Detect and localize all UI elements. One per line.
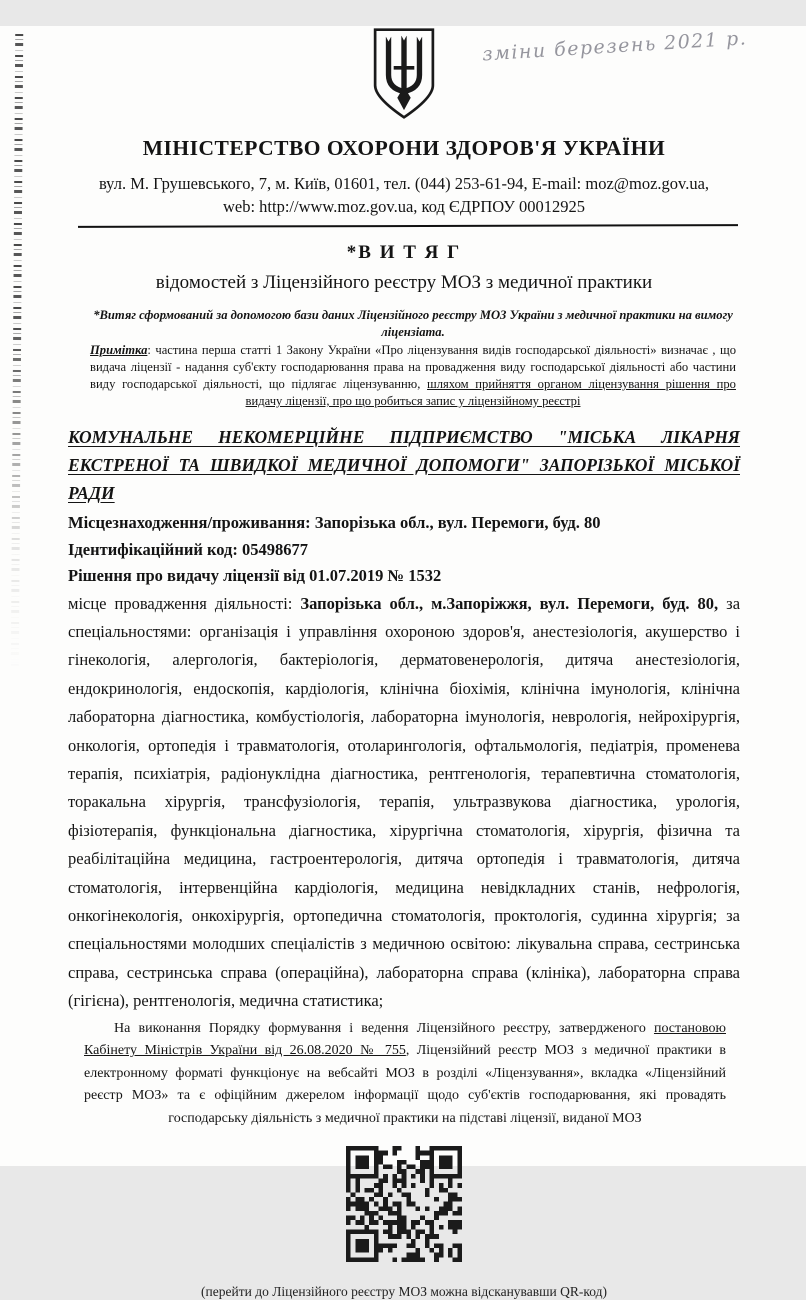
license-decision-line: Рішення про видачу ліцензії від 01.07.2019 № 1532 [68,566,442,585]
activity-paragraph [68,590,740,1016]
footnote-body [90,342,736,410]
header-divider [78,224,738,228]
registry-text-2: , Ліцензійний реєстр МОЗ з медичної практики в електронному форматі функціонує на вебсайті МОЗ в розділі «Ліцензування», вкладка «Ліцензійний реєстр МОЗ» та є офіційним джерелом інформації щодо суб'єктів господарювання, які провадять господарську діяльність з медичної практики на підставі ліцензії, виданої МОЗ [84,1043,726,1126]
registry-resolution-reference: постановою Кабінету Міністрів України від 26.08.2020 № 755 [84,1020,726,1059]
footnote-block [90,307,736,410]
footnote-underlined-text: шляхом прийняття органом ліцензування рішення про видачу ліцензії, про що робиться запис у ліцензійному реєстрі [245,377,736,408]
footnote-source-line: *Витяг сформований за допомогою бази даних Ліцензійного реєстру МОЗ України з медичної практики на вимогу ліцензіата. [93,308,733,339]
extract-title: *В И Т Я Г [346,242,462,263]
qr-code-container [68,1146,740,1267]
ministry-address [68,172,740,218]
ukraine-trident-icon [371,26,437,122]
qr-code [346,1146,462,1262]
address-line-1: вул. М. Грушевського, 7, м. Київ, 01601, тел. (044) 253-61-94, E-mail: moz@moz.gov.ua, [98,174,710,193]
registry-text-1: На виконання Порядку формування і ведення Ліцензійного реєстру, затвердженого [114,1020,654,1036]
ministry-title: МІНІСТЕРСТВО ОХОРОНИ ЗДОРОВ'Я УКРАЇНИ [142,136,666,160]
footnote-text: : частина перша статті 1 Закону України «Про ліцензування видів господарської діяльності» визначає , що видача ліцензії - надання суб'єкту господарювання права на провадження виду господарської діяльності або частини виду господарської діяльності, що підлягає ліцензуванню, [90,343,736,391]
licensee-name: КОМУНАЛЬНЕ НЕКОМЕРЦІЙНЕ ПІДПРИЄМСТВО "МІСЬКА ЛІКАРНЯ ЕКСТРЕНОЇ ТА ШВИДКОЇ МЕДИЧНОЇ ДОПОМОГИ" ЗАПОРІЗЬКОЇ МІСЬКОЇ РАДИ [68,427,740,503]
specialties-text: за спеціальностями: організація і управління охороною здоров'я, анестезіологія, акушерство і гінекологія, алергологія, бактеріологія, дерматовенерологія, дитяча анестезіологія, ендокринологія, ендоскопія, кардіологія, клінічна біохімія, клінічна імунологія, клінічна лабораторна діагностика, комбустіологія, лабораторна імунологія, неврологія, нейрохірургія, онкологія, ортопедія і травматологія, отоларингологія, офтальмологія, педіатрія, променева терапія, психіатрія, радіонуклідна діагностика, рентгенологія, терапевтична стоматологія, торакальна хірургія, трансфузіологія, терапія, ультразвукова діагностика, урологія, фізіотерапія, функціональна діагностика, хірургічна стоматологія, хірургія, фізична та реабілітаційна медицина, гастроентерологія, дитяча ортопедія і травматологія, дитяча стоматологія, інтервенційна кардіологія, медицина невідкладних станів, нефрологія, онкогінекологія, онкохірургія, ортопедична стоматологія, проктологія, судинна хірургія; за спеціальностями молодших спеціалістів з медичною освітою: лікувальна справа, сестринська справа, сестринська справа (операційна), лабораторна справа (клініка), лабораторна справа (гігієна), рентгенологія, медична статистика; [68,593,741,1011]
registry-info-paragraph [84,1018,726,1131]
extract-subtitle: відомостей з Ліцензійного реєстру МОЗ з медичної практики [155,272,653,293]
identification-code-line: Ідентифікаційний код: 05498677 [68,539,308,559]
qr-caption: (перейти до Ліцензійного реєстру МОЗ можна відсканувавши QR-код) [201,1284,607,1300]
place-of-activity-label: місце провадження діяльності: [68,593,301,613]
address-line-2: web: http://www.moz.gov.ua, код ЄДРПОУ 00012925 [222,197,586,216]
place-of-activity-address: Запорізька обл., м.Запоріжжя, вул. Перемоги, буд. 80, [300,593,727,613]
licensee-fields [68,510,740,590]
document-content [0,26,806,1300]
footnote-label: Примітка [90,343,148,357]
scanned-document-page [0,26,806,1300]
location-line: Місцезнаходження/проживання: Запорізька обл., вул. Перемоги, буд. 80 [68,513,601,532]
handwritten-annotation: зміни березень 2021 р. [481,27,748,66]
